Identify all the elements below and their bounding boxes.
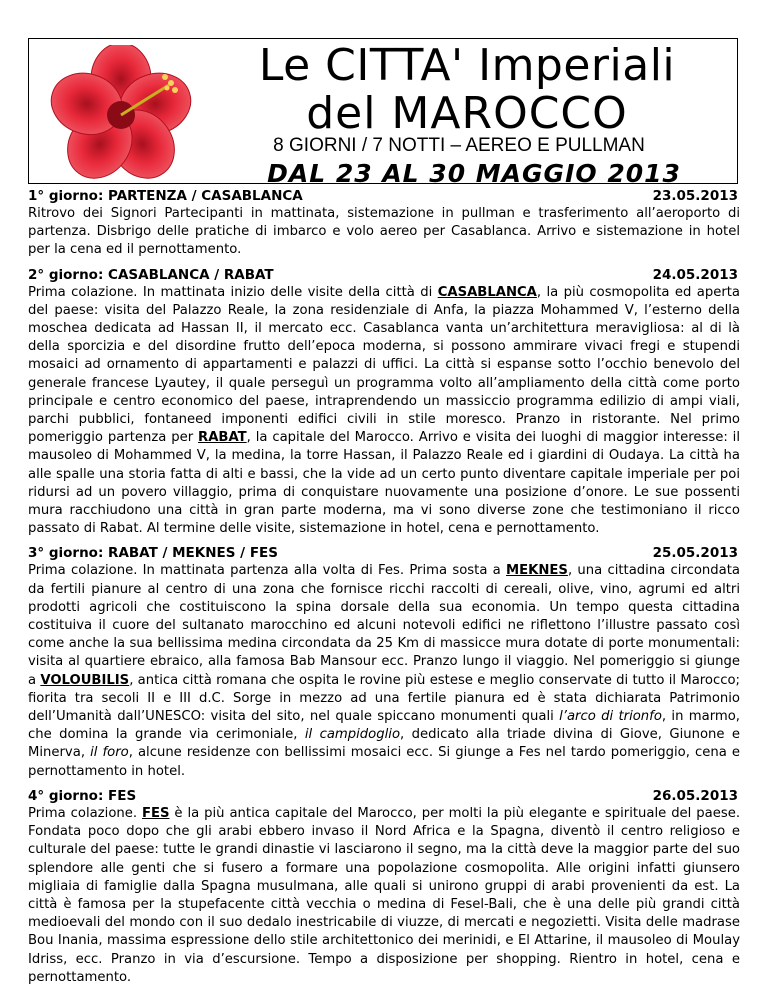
title-line-2: del MAROCCO — [306, 88, 628, 139]
day-heading — [28, 544, 740, 562]
trip-dates: DAL 23 AL 30 MAGGIO 2013 — [267, 159, 681, 188]
day-title: 3° giorno: RABAT / MEKNES / FES — [28, 545, 278, 562]
place-name: FES — [141, 805, 170, 821]
place-name: RABAT — [198, 430, 247, 446]
day-title: 2° giorno: CASABLANCA / RABAT — [28, 266, 274, 283]
day-description: Prima colazione. In mattinata inizio delle visite della città di CASABLANCA, la più cosmopolita ed aperta del paese: visita del Palazzo Reale, la zona residenziale di Anfa, la piazza Mohammed V, l’esterno della moschea dedicata ad Hassan II, il mercato ecc. Casablanca vanta un’architettura meravigliosa: al di là della sporcizia e del disordine frutto dell’epoca moderna, si possono ammirare vivaci fregi e stupendi mosaici ad ornamento di appartamenti e palazzi di uffici. La città si espanse sotto l’occhio benevolo del generale francese Lyautey, il quale perseguì un programma volto all’ampliamento della città come porto principale e centro economico del paese, intraprendendo un massiccio programma edilizio di ampi viali, parchi pubblici, fontaneed imponenti edifici civili in stile moresco. Pranzo in ristorante. Nel primo pomeriggio partenza per RABAT, la capitale del Marocco. Arrivo e visita dei luoghi di maggior interesse: il mausoleo di Mohammed V, la medina, la torre Hassan, il Palazzo Reale ed i giardini di Oudaya. La città ha alle spalle una storia fatta di alti e bassi, che la vide ad un certo punto diventare capitale imperiale per poi ridursi ad un povero villaggio, prima di conquistare nuovamente una posizione d’onore. Le sue possenti mura racchiudono una città in gran parte moderna, ma vi sono diverse zone che testimoniano il ricco passato di Rabat. Al termine delle visite, sistemazione in hotel, cena e pernottamento. — [28, 284, 740, 537]
monument-name: l’arco di trionfo — [559, 709, 662, 725]
hibiscus-flower-icon — [35, 45, 207, 181]
day-date: 23.05.2013 — [652, 188, 738, 204]
day-description: Prima colazione. In mattinata partenza alla volta di Fes. Prima sosta a MEKNES, una cittadina circondata da fertili pianure al centro di una zona che fornisce ricchi raccolti di cereali, olive, vino, agrumi ed altri prodotti agricoli che costituiscono la spina dorsale della sua economia. Un tempo questa cittadina costituiva il cuore del sultanato marocchino ed alcuni notevoli edifici ne riflettono l’illustre passato così come anche la sua bellissima medina circondata da 25 Km di massicce mura dotate di porte monumentali: visita al quartiere ebraico, alla famosa Bab Mansour ecc. Pranzo lungo il viaggio. Nel pomeriggio si giunge a VOLOUBILIS, antica città romana che ospita le rovine più estese e meglio conservate di tutto il Marocco; fiorita tra secoli II e III d.C. Sorge in mezzo ad una fertile pianura ed è stata dichiarata Patrimonio dell’Umanità dall’UNESCO: visita del sito, nel quale spiccano monumenti quali l’arco di trionfo, in marmo, che domina la grande via cerimoniale, il campidoglio, dedicato alla triade divina di Giove, Giunone e Minerva, il foro, alcune residenze con bellissimi mosaici ecc. Si giunge a Fes nel tardo pomeriggio, cena e pernottamento in hotel. — [28, 563, 740, 779]
day-description: Ritrovo dei Signori Partecipanti in mattinata, sistemazione in pullman e trasferimento all’aeroporto di partenza. Disbrigo delle pratiche di imbarco e volo aereo per Casablanca. Arrivo e sistemazione in hotel per la cena ed il pernottamento. — [28, 206, 740, 258]
day-heading — [28, 266, 740, 284]
day-title: 4° giorno: FES — [28, 787, 137, 804]
itinerary — [28, 187, 740, 993]
day-1 — [28, 187, 740, 260]
place-name: MEKNES — [506, 563, 568, 579]
day-title: 1° giorno: PARTENZA / CASABLANCA — [28, 188, 303, 204]
day-3 — [28, 544, 740, 780]
title-line-1: Le CITTA' Imperiali — [258, 40, 676, 91]
day-date: 24.05.2013 — [652, 266, 738, 283]
day-date: 26.05.2013 — [652, 787, 738, 804]
day-date: 25.05.2013 — [652, 545, 738, 562]
monument-name: il campidoglio — [304, 727, 401, 743]
day-heading — [28, 787, 740, 805]
place-name: VOLOUBILIS — [40, 672, 130, 688]
monument-name: il foro — [90, 745, 129, 761]
day-description: Prima colazione. FES è la più antica capitale del Marocco, per molti la più elegante e spirituale del paese. Fondata poco dopo che gli arabi ebbero invaso il Nord Africa e la Spagna, diventò il centro religioso e culturale del paese: tutte le grandi dinastie vi lasciarono il segno, ma la città deve la maggior parte del suo splendore alle genti che si fusero a formare una popolazione cosmopolita. Alle origini infatti giunsero migliaia di famiglie dalla Spagna musulmana, alle quali si unirono gruppi di arabi provenienti da est. La città è famosa per la stupefacente città vecchia o medina di Fesel-Bali, che è una delle più grandi città medioevali del mondo con il suo dedalo inestricabile di viuzze, di mercati e negozietti. Visita delle madrase Bou Inania, massima espressione dello stile architettonico dei merinidi, e El Attarine, il mausoleo di Moulay Idriss, ecc. Pranzo in via d’escursione. Tempo a disposizione per shopping. Rientro in hotel, cena e pernottamento. — [28, 805, 741, 985]
header-box — [28, 38, 738, 188]
subtitle: 8 GIORNI / 7 NOTTI – AEREO E PULLMAN — [273, 135, 645, 156]
place-name: CASABLANCA — [437, 284, 537, 300]
day-2 — [28, 266, 740, 539]
day-4 — [28, 787, 740, 987]
day-heading — [28, 187, 740, 205]
